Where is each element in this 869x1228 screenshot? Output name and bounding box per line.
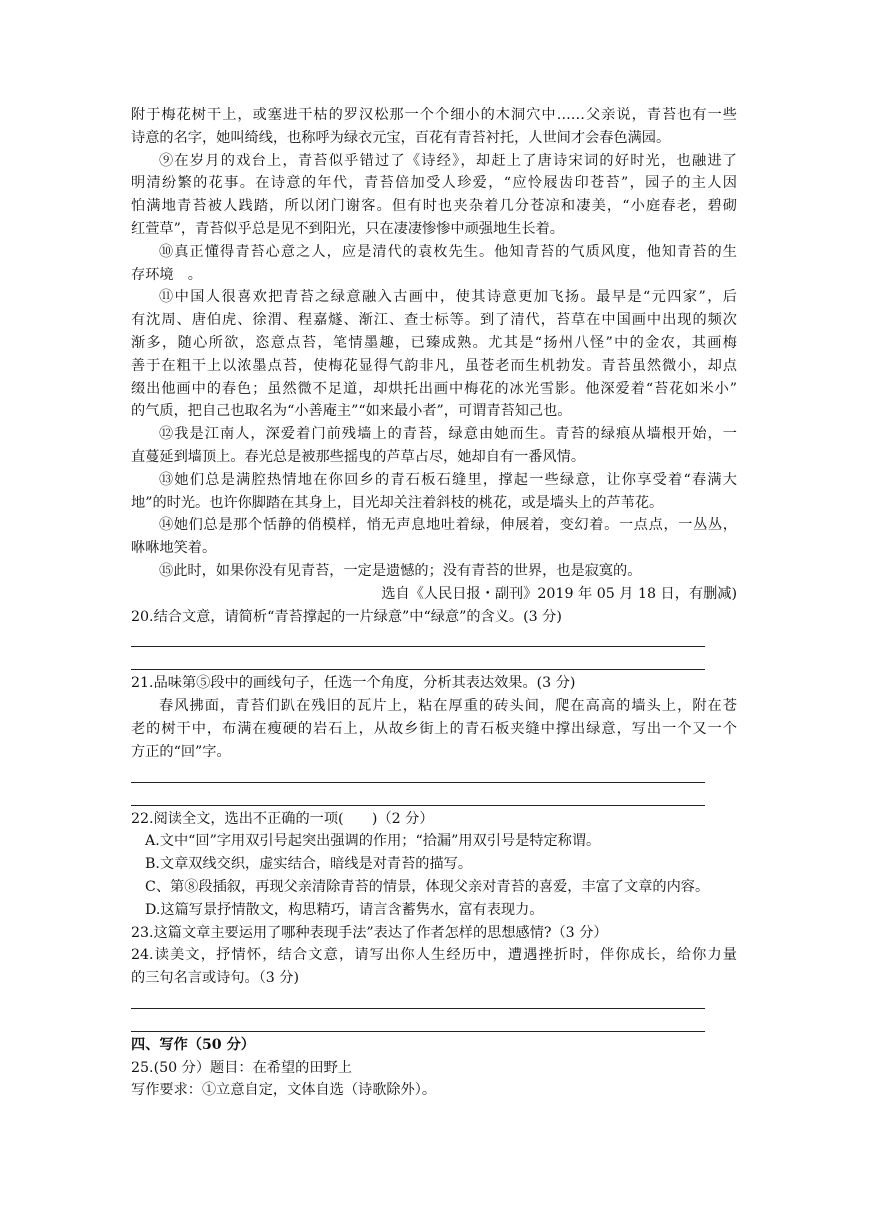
- question-21-quote-line: 方正的“回”字。: [131, 743, 231, 760]
- question-24-line: 的三句名言或诗句。（3 分): [131, 970, 300, 987]
- question-22-option-c: C、第⑧段插叙，再现父亲清除青苔的情景，体现父亲对青苔的喜爱，丰富了文章的内容。: [145, 878, 710, 895]
- paragraph-11-line: 善于在粗干上以浓墨点苔，使梅花显得气韵非凡，虽苍老而生机勃发。青苔虽然微小，却点: [131, 357, 737, 374]
- paragraph-9-line: 怕满地青苔被人践踏，所以闭门谢客。但有时也夹杂着几分苍凉和凄美，“小庭春老，碧砌: [131, 198, 737, 215]
- answer-line[interactable]: [131, 990, 705, 1009]
- question-25: 25.(50 分）题目：在希望的田野上: [131, 1059, 352, 1076]
- paragraph-14-line: ⑭她们总是那个恬静的俏模样，悄无声息地吐着绿，伸展着，变幻着。一点点，一丛丛，: [159, 517, 737, 534]
- paragraph-9-line: 明清纷繁的花事。在诗意的年代，青苔倍加受人珍爱，“应怜屐齿印苍苔”，园子的主人因: [131, 175, 737, 192]
- paragraph-8-line: 诗意的名字，她叫绮线，也称呼为绿衣元宝，百花有青苔衬托，人世间才会春色满园。: [131, 129, 671, 146]
- paragraph-10-line: ⑩真正懂得青苔心意之人，应是清代的袁枚先生。他知青苔的气质风度，他知青苔的生: [159, 243, 737, 260]
- question-22-option-a: A.文中“回”字用双引号起突出强调的作用；“拾漏”用双引号是特定称谓。: [145, 833, 601, 850]
- question-20: 20.结合文意，请简析“青苔撑起的一片绿意”中“绿意”的含义。(3 分): [131, 608, 562, 625]
- answer-line[interactable]: [131, 628, 705, 647]
- question-21-quote-line: 老的树干中，布满在瘦硬的岩石上，从故乡街上的青石板夹缝中撑出绿意，写出一个又一个: [131, 720, 737, 737]
- paragraph-13-line: ⑬她们总是满腔热情地在你回乡的青石板石缝里，撑起一些绿意，让你享受着“春满大: [159, 471, 737, 488]
- paragraph-8-line: 附于梅花树干上，或塞进干枯的罗汉松那一个个细小的木洞穴中……父亲说，青苔也有一些: [131, 107, 737, 123]
- answer-line[interactable]: [131, 764, 705, 783]
- paragraph-11-line: 渐多，随心所欲，恣意点苔，笔情墨趣，已臻成熟。尤其是“扬州八怪”中的金农，其画梅: [131, 334, 737, 351]
- paragraph-11-line: 的气质，把自己也取名为“小善庵主”“如来最小者”，可谓青苔知己也。: [131, 403, 572, 420]
- passage: [131, 104, 737, 606]
- paragraph-10-line: 存环境 。: [131, 266, 202, 283]
- answer-line[interactable]: [131, 1009, 705, 1032]
- source-citation: 选自《人民日报・副刊》2019 年 05 月 18 日，有删减): [381, 585, 737, 602]
- answer-line[interactable]: [131, 647, 705, 670]
- paragraph-13-line: 地”的时光。也许你脚踏在其身上，目光却关注着斜枝的桃花，或是墙头上的芦苇花。: [131, 494, 664, 511]
- question-21: 21.品味第⑤段中的画线句子，任选一个角度，分析其表达效果。(3 分): [131, 675, 576, 692]
- question-22-option-d: D.这篇写景抒情散文，构思精巧，请言含蓄隽水，富有表现力。: [145, 901, 544, 918]
- paragraph-12-line: 直蔓延到墙顶上。春光总是被那些摇曳的芦草占尽，她却自有一番风情。: [131, 448, 586, 465]
- question-21-quote-line: 春风拂面，青苔们趴在残旧的瓦片上，粘在厚重的砖头间，爬在高高的墙头上，附在苍: [159, 698, 737, 715]
- paragraph-11-line: ⑪中国人很喜欢把青苔之绿意融入古画中，使其诗意更加飞扬。最早是“元四家”，后: [159, 289, 737, 306]
- question-22-option-b: B.文章双线交织，虚实结合，暗线是对青苔的描写。: [145, 856, 473, 873]
- writing-section-heading: 四、写作（50 分）: [131, 1036, 255, 1053]
- paragraph-15: ⑮此时，如果你没有见青苔，一定是遗憾的；没有青苔的世界，也是寂寞的。: [159, 562, 642, 579]
- paragraph-14-line: 咻咻地笑着。: [131, 540, 217, 557]
- paragraph-9-line: 红萱草”，青苔似乎总是见不到阳光，只在凄凄惨惨中顽强地生长着。: [131, 220, 564, 237]
- question-22: 22.阅读全文，选出不正确的一项( )（2 分）: [131, 810, 434, 827]
- paragraph-9-line: ⑨在岁月的戏台上，青苔似乎错过了《诗经》，却赶上了唐诗宋词的好时光，也融进了: [159, 152, 737, 169]
- paragraph-11-line: 缀出他画中的春色；虽然微不足道，却烘托出画中梅花的冰光雪影。他深爱着“苔花如米小”: [131, 380, 737, 397]
- exam-page: [131, 104, 737, 1102]
- writing-requirements: 写作要求：①立意自定，文体自选（诗歌除外）。: [131, 1082, 437, 1099]
- answer-line[interactable]: [131, 783, 705, 806]
- paragraph-12-line: ⑫我是江南人，深爱着门前残墙上的青苔，绿意由她而生。青苔的绿痕从墙根开始，一: [159, 426, 737, 443]
- question-23: 23.这篇文章主要运用了哪种表现手法”表达了作者怎样的思想感情?（3 分）: [131, 924, 608, 941]
- paragraph-11-line: 有沈周、唐伯虎、徐渭、程嘉燧、渐江、查士标等。到了清代，苔草在中国画中出现的频次: [131, 312, 737, 329]
- question-24-line: 24.读美文，抒情怀，结合文意，请写出你人生经历中，遭遇挫折时，伴你成长，给你力量: [131, 947, 737, 964]
